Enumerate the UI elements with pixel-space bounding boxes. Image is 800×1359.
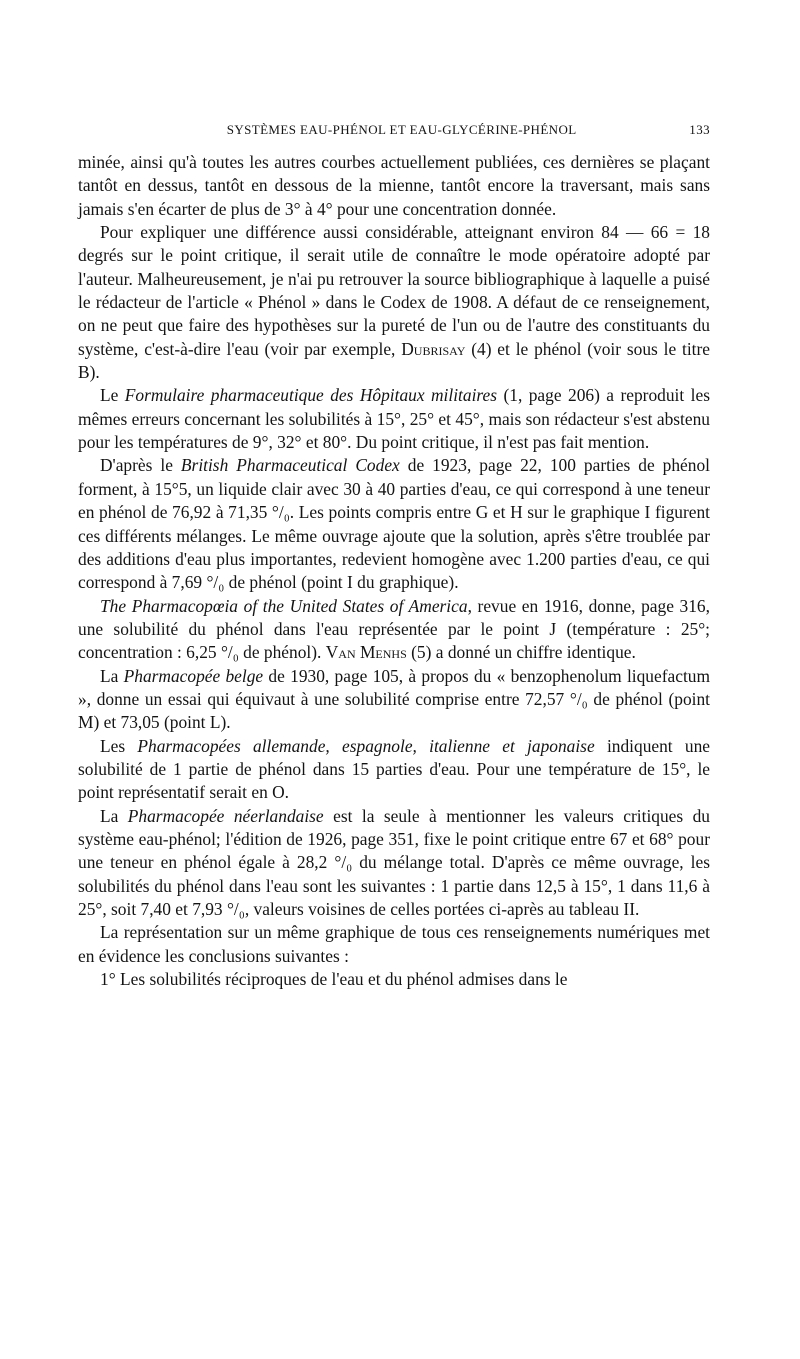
paragraph-4 xyxy=(78,454,710,594)
paragraph-6-text: de 1930, page 105, à propos du « benzophenolum liquefactum », donne un essai qui équivaut à une solubilité comprise entre 72,57 °/₀ de phénol (point M) et 73,05 (point L). xyxy=(78,665,710,733)
paragraph-3-lead: Le xyxy=(100,385,125,406)
paragraph-10: 1° Les solubilités réciproques de l'eau et du phénol admises dans le xyxy=(100,969,568,990)
author-dubrisay: Dubrisay xyxy=(401,338,466,359)
running-header xyxy=(78,118,710,138)
paragraph-8-lead: La xyxy=(100,805,128,826)
page-number: 133 xyxy=(689,122,710,137)
author-van-menhs: Van Menhs xyxy=(325,642,407,663)
paragraph-6 xyxy=(78,665,710,735)
paragraph-7-lead: Les xyxy=(100,735,138,756)
paragraph-5-text: , revue en 1916, donne, page 316, une solubilité du phénol dans l'eau représentée par le point J (température : 25°; concentration : 6,25 °/₀ de phénol). xyxy=(78,595,710,663)
title-pharmacopee-belge: Pharmacopée belge xyxy=(123,665,264,686)
title-us-pharmacopoeia: The Pharmacopœia of the United States of America xyxy=(100,595,468,616)
title-pharmacopees: Pharmacopées allemande, espagnole, italienne et japonaise xyxy=(137,735,595,756)
paragraph-6-lead: La xyxy=(100,665,124,686)
book-page xyxy=(78,118,710,991)
paragraph-3 xyxy=(78,384,710,454)
paragraph-4-lead: D'après le xyxy=(100,455,181,476)
paragraph-5 xyxy=(78,595,710,665)
paragraph-2 xyxy=(78,221,710,384)
paragraph-5-end: (5) a donné un chiffre identique. xyxy=(406,642,636,663)
paragraph-1: minée, ainsi qu'à toutes les autres courbes actuellement publiées, ces dernières se plaçant tantôt en dessus, tantôt en dessous de la mienne, tantôt encore la traversant, mais sans jamais s'en écarter de plus de 3° à 4° pour une concentration donnée. xyxy=(78,152,710,219)
paragraph-7 xyxy=(78,735,710,805)
paragraph-2-text: Pour expliquer une différence aussi considérable, atteignant environ 84 — 66 = 18 degrés sur le point critique, il serait utile de connaître le mode opératoire adopté par l'auteur. Malheureusement, je n'ai pu retrouver la source bibliographique à laquelle a puisé le rédacteur de l'article « Phénol » dans le Codex de 1908. A défaut de ce renseignement, on ne peut que faire des hypothèses sur la pureté de l'un ou de l'autre des constituants du système, c'est-à-dire l'eau (voir par exemple, xyxy=(78,222,710,359)
running-title: SYSTÈMES EAU-PHÉNOL ET EAU-GLYCÉRINE-PHÉNOL xyxy=(226,122,577,137)
paragraph-9: La représentation sur un même graphique de tous ces renseignements numériques met en évidence les conclusions suivantes : xyxy=(78,922,710,966)
title-pharmacopee-neerlandaise: Pharmacopée néerlandaise xyxy=(127,805,324,826)
paragraph-2-end: (4) et le phénol (voir sous le titre B). xyxy=(78,338,711,383)
paragraph-7-text: indiquent une solubilité de 1 partie de phénol dans 15 parties d'eau. Pour une température de 15°, le point représentatif serait en O. xyxy=(78,735,710,803)
paragraph-3-text: (1, page 206) a reproduit les mêmes erreurs concernant les solubilités à 15°, 25° et 45°, mais son rédacteur s'est abstenu pour les températures de 9°, 32° et 80°. Du point critique, il n'est pas fait mention. xyxy=(78,385,710,453)
paragraph-4-text: de 1923, page 22, 100 parties de phénol forment, à 15°5, un liquide clair avec 30 à 40 parties d'eau, ce qui correspond à une teneur en phénol de 76,92 à 71,35 °/₀. Les points compris entre G et H sur le graphique I figurent ces différents mélanges. Le même ouvrage ajoute que la solution, après s'être troublée par des additions d'eau plus importantes, redevient homogène avec 1.200 parties d'eau, ce qui correspond à 7,69 °/₀ de phénol (point I du graphique). xyxy=(78,455,710,593)
paragraph-8-text: est la seule à mentionner les valeurs critiques du système eau-phénol; l'édition de 1926, page 351, fixe le point critique entre 67 et 68° pour une teneur en phénol égale à 28,2 °/₀ du mélange total. D'après ce même ouvrage, les solubilités du phénol dans l'eau sont les suivantes : 1 partie dans 12,5 à 15°, 1 dans 11,6 à 25°, soit 7,40 et 7,93 °/₀, valeurs voisines de celles portées ci-après au tableau II. xyxy=(78,805,710,919)
title-british-codex: British Pharmaceutical Codex xyxy=(180,455,400,476)
paragraph-8 xyxy=(78,805,710,922)
title-formulaire: Formulaire pharmaceutique des Hôpitaux militaires xyxy=(124,385,498,406)
